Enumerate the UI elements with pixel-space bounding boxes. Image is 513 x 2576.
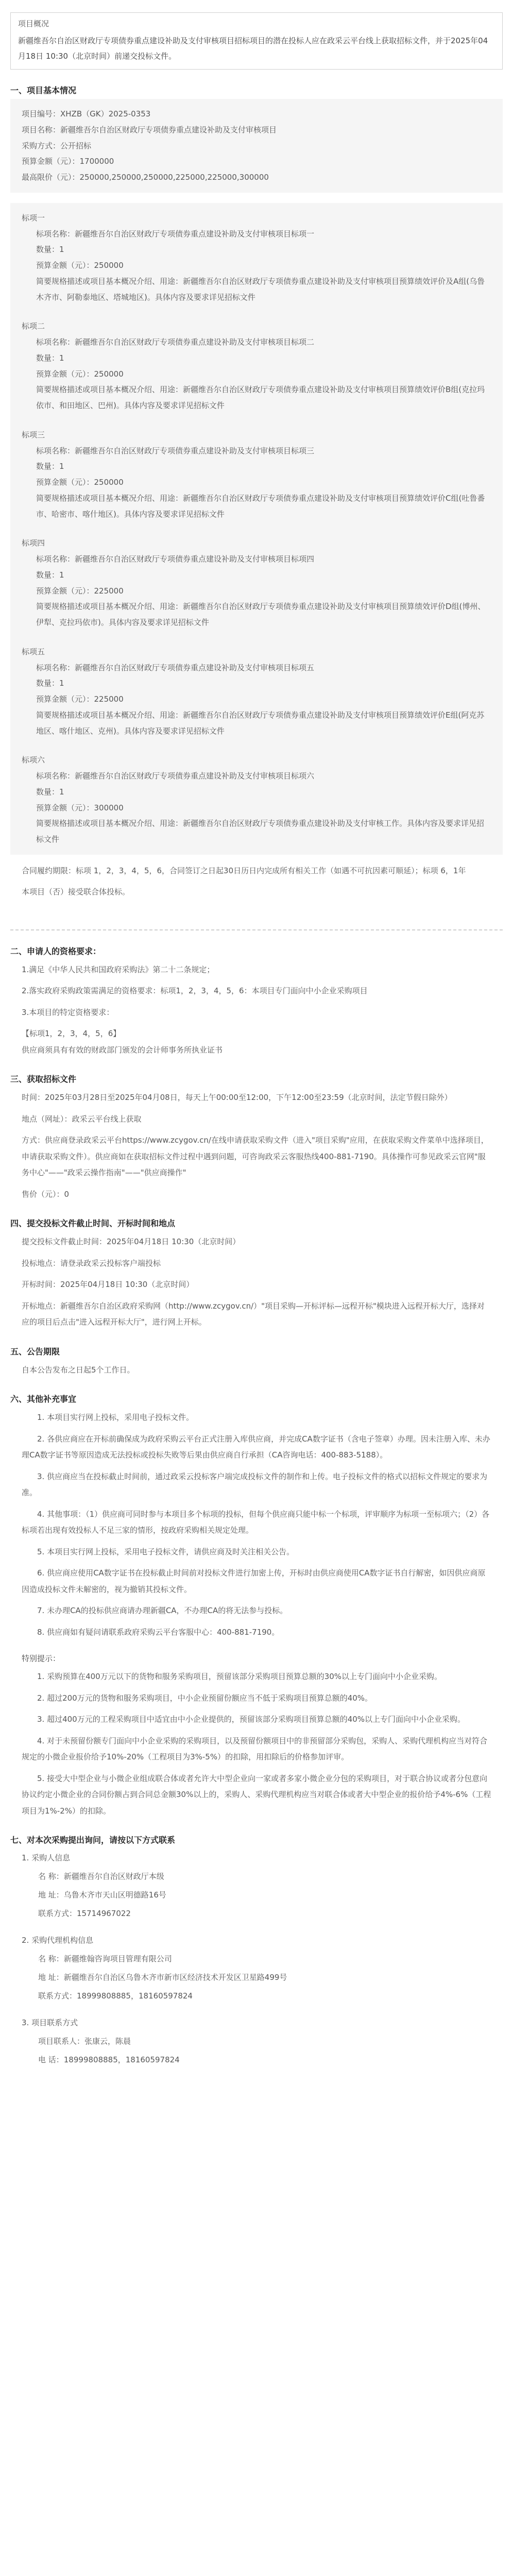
section-obtain-heading: 三、获取招标文件	[10, 1074, 77, 1084]
other-item: 2. 各供应商应在开标前确保成为政府采购云平台正式注册入库供应商，并完成CA数字证书（含电子签章）办理。因未注册入库、未办理CA数字证书等原因造成无法投标或投标失败等后果由供应商自行承担（CA咨询电话：400-883-5188）。	[22, 1434, 490, 1460]
special-requirement: 供应商须具有有效的财政部门颁发的会计师事务所执业证书	[22, 1045, 223, 1055]
other-item: 6. 供应商应使用CA数字证书在投标截止时间前对投标文件进行加密上传，开标时由供应商使用CA数字证书自行解密，如因供应商原因造成投标文件未解密的，视为撤销其投标文件。	[22, 1568, 486, 1594]
budget-amount: 预算金额（元）：1700000	[22, 157, 114, 166]
basic-info-block	[10, 99, 503, 193]
package-line: 数量：1	[36, 679, 64, 688]
obtain-time: 时间：2025年03月28日至2025年04月08日，每天上午00:00至12:00，下午12:00至23:59（北京时间，法定节假日除外）	[22, 1093, 452, 1103]
section-divider	[10, 929, 503, 930]
package-block	[22, 210, 491, 306]
consortium-note: 本项目（否）接受联合体投标。	[22, 887, 130, 897]
package-line: 预算金额（元）：250000	[36, 478, 124, 487]
package-line: 标项名称：新疆维吾尔自治区财政厅专项债券重点建设补助及支付审核项目标项四	[36, 554, 315, 564]
purchaser-address: 地 址：乌鲁木齐市天山区明德路16号	[38, 1890, 166, 1900]
section-other-heading: 六、其他补充事宜	[10, 1394, 77, 1404]
package-block	[22, 427, 491, 522]
agency-label: 2. 采购代理机构信息	[22, 1936, 94, 1945]
package-line: 简要规格描述或项目基本概况介绍、用途：新疆维吾尔自治区财政厅专项债券重点建设补助及支付审核项目预算绩效评价B组(克拉玛依市、和田地区、巴州)。具体内容及要求详见招标文件	[36, 385, 485, 410]
packages-block	[10, 203, 503, 855]
qualification-list	[10, 962, 503, 1059]
notice-item: 1. 采购预算在400万元以下的货物和服务采购项目，预留该部分采购项目预算总额的30%以上专门面向中小企业采购。	[37, 1672, 442, 1682]
package-line: 标项名称：新疆维吾尔自治区财政厅专项债券重点建设补助及支付审核项目标项六	[36, 771, 315, 781]
overview-box	[10, 12, 503, 70]
purchaser-phone: 联系方式：15714967022	[38, 1909, 131, 1919]
package-name: 标项一	[22, 213, 45, 223]
package-line: 简要规格描述或项目基本概况介绍、用途：新疆维吾尔自治区财政厅专项债券重点建设补助及支付审核项目预算绩效评价E组(阿克苏地区、喀什地区、克州)。具体内容及要求详见招标文件	[36, 710, 485, 736]
other-item: 1. 本项目实行网上投标，采用电子投标文件。	[37, 1413, 194, 1422]
obtain-price: 售价（元）：0	[22, 1189, 70, 1199]
project-number: 项目编号：XHZB（GK）2025-0353	[22, 109, 151, 118]
max-price: 最高限价（元）：250000,250000,250000,225000,225000,300000	[22, 173, 269, 182]
qualification-item: 3.本项目的特定资格要求：	[22, 1007, 114, 1017]
package-line: 数量：1	[36, 570, 64, 580]
special-package-label: 【标项1，2，3，4，5，6】	[22, 1029, 121, 1039]
project-contact-label: 3. 项目联系方式	[22, 2018, 78, 2028]
obtain-method: 方式：供应商登录政采云平台https://www.zcygov.cn/在线申请获取采购文件（进入"项目采购"应用，在获取采购文件菜单中选择项目，申请获取采购文件）。供应商如在获取招标文件过程中遇到问题，可咨询政采云客服热线400-881-7190。具体操作可参见政采云官网"服务中心"——"政采云操作指南"——"供应商操作"	[22, 1136, 489, 1178]
package-line: 标项名称：新疆维吾尔自治区财政厅专项债券重点建设补助及支付审核项目标项二	[36, 337, 315, 347]
package-line: 预算金额（元）：250000	[36, 261, 124, 270]
project-contact-phone: 电 话：18999808885，18160597824	[38, 2055, 180, 2065]
package-name: 标项四	[22, 538, 45, 548]
section-contact-heading: 七、对本次采购提出询问，请按以下方式联系	[10, 1835, 176, 1845]
other-items	[10, 1410, 503, 1640]
other-item: 3. 供应商应当在投标截止时间前，通过政采云投标客户端完成投标文件的制作和上传。电子投标文件的格式以招标文件规定的要求为准。	[22, 1471, 488, 1498]
package-line: 标项名称：新疆维吾尔自治区财政厅专项债券重点建设补助及支付审核项目标项一	[36, 229, 315, 239]
section-deadline-heading: 四、提交投标文件截止时间、开标时间和地点	[10, 1218, 176, 1229]
submission-place: 投标地点：请登录政采云投标客户端投标	[22, 1258, 161, 1268]
other-item: 7. 未办理CA的投标供应商请办理新疆CA，不办理CA的将无法参与投标。	[37, 1606, 288, 1616]
package-name: 标项二	[22, 321, 45, 331]
submission-deadline: 提交投标文件截止时间：2025年04月18日 10:30（北京时间）	[22, 1237, 241, 1247]
contact-info	[10, 1849, 503, 2069]
package-line: 预算金额（元）：300000	[36, 803, 124, 812]
overview-title: 项目概况	[18, 19, 49, 28]
package-name: 标项五	[22, 647, 45, 656]
package-line: 预算金额（元）：250000	[36, 369, 124, 379]
overview-text: 新疆维吾尔自治区财政厅专项债券重点建设补助及支付审核项目招标项目的潜在投标人应在政采云平台线上获取招标文件，并于2025年04月18日 10:30（北京时间）前递交投标文件。	[18, 36, 488, 61]
other-item: 5. 本项目实行网上投标，采用电子投标文件，请供应商及时关注相关公告。	[37, 1547, 295, 1556]
package-name: 标项三	[22, 430, 45, 439]
package-line: 预算金额（元）：225000	[36, 586, 124, 596]
notice-item: 3. 超过400万元的工程采购项目中适宜由中小企业提供的，预留该部分采购项目预算总额的40%以上专门面向中小企业采购。	[37, 1715, 466, 1724]
special-notice-title: 特别提示：	[22, 1654, 61, 1664]
package-line: 标项名称：新疆维吾尔自治区财政厅专项债券重点建设补助及支付审核项目标项三	[36, 446, 315, 455]
project-contact-person: 项目联系人：张康云，陈晨	[38, 2037, 131, 2046]
package-block	[22, 644, 491, 739]
qualification-item: 1.满足《中华人民共和国政府采购法》第二十二条规定；	[22, 964, 215, 974]
deadline-info	[10, 1234, 503, 1331]
package-line: 数量：1	[36, 787, 64, 796]
announcement-page	[10, 0, 503, 2090]
package-line: 预算金额（元）：225000	[36, 694, 124, 704]
purchaser-name: 名 称：新疆维吾尔自治区财政厅本级	[38, 1872, 164, 1882]
notice-period	[10, 1362, 503, 1379]
section-qualification-heading: 二、申请人的资格要求：	[10, 946, 101, 956]
purchaser-label: 1. 采购人信息	[22, 1853, 71, 1863]
other-item: 4. 其他事项：（1）供应商可同时参与本项目多个标项的投标，但每个供应商只能中标一个标项，评审顺序为标项一至标项六；（2）各标项若出现有效投标人不足三家的情形，按政府采购相关规定处理。	[22, 1509, 490, 1535]
package-line: 简要规格描述或项目基本概况介绍、用途：新疆维吾尔自治区财政厅专项债券重点建设补助及支付审核项目预算绩效评价及A组(乌鲁木齐市、阿勒泰地区、塔城地区)。具体内容及要求详见招标文件	[36, 276, 485, 302]
project-name: 项目名称：新疆维吾尔自治区财政厅专项债券重点建设补助及支付审核项目	[22, 125, 277, 134]
qualification-item: 2.落实政府采购政策需满足的资格要求：标项1，2，3，4，5，6：本项目专门面向中小企业采购项目	[22, 986, 368, 996]
package-line: 简要规格描述或项目基本概况介绍、用途：新疆维吾尔自治区财政厅专项债券重点建设补助及支付审核项目预算绩效评价C组(吐鲁番市、哈密市、喀什地区)。具体内容及要求详见招标文件	[36, 493, 485, 519]
opening-time: 开标时间：2025年04月18日 10:30（北京时间）	[22, 1280, 194, 1290]
procurement-method: 采购方式：公开招标	[22, 141, 92, 150]
package-block	[22, 318, 491, 414]
package-line: 数量：1	[36, 462, 64, 471]
package-line: 数量：1	[36, 245, 64, 255]
package-line: 简要规格描述或项目基本概况介绍、用途：新疆维吾尔自治区财政厅专项债券重点建设补助及支付审核项目预算绩效评价D组(博州、伊犁、克拉玛依市)。具体内容及要求详见招标文件	[36, 602, 486, 627]
package-line: 数量：1	[36, 353, 64, 363]
agency-name: 名 称：新疆维翰咨询项目管理有限公司	[38, 1954, 172, 1964]
special-notice	[10, 1653, 503, 1819]
package-line: 简要规格描述或项目基本概况介绍、用途：新疆维吾尔自治区财政厅专项债券重点建设补助及支付审核工作。具体内容及要求详见招标文件	[36, 819, 485, 844]
notice-item: 4. 对于未预留份额专门面向中小企业采购的采购项目，以及预留份额项目中的非预留部分采购包，采购人、采购代理机构应当对符合规定的小微企业报价给予10%-20%（工程项目为3%-5%）的扣除，用扣除后的价格参加评审。	[22, 1736, 488, 1762]
obtain-info	[10, 1090, 503, 1202]
notice-item: 5. 接受大中型企业与小微企业组成联合体或者允许大中型企业向一家或者多家小微企业分包的采购项目，对于联合协议或者分包意向协议约定小微企业的合同份额占到合同总金额30%以上的，采购人、采购代理机构应当对联合体或者大中型企业的报价给予4%-6%（工程项目为1%-2%）的扣除。	[22, 1773, 491, 1816]
package-line: 标项名称：新疆维吾尔自治区财政厅专项债券重点建设补助及支付审核项目标项五	[36, 663, 315, 672]
package-block	[22, 752, 491, 848]
package-block	[22, 535, 491, 631]
notice-period-text: 自本公告发布之日起5个工作日。	[22, 1365, 135, 1375]
package-name: 标项六	[22, 755, 45, 765]
section-basic-heading: 一、项目基本情况	[10, 86, 77, 95]
agency-address: 地 址：新疆维吾尔自治区乌鲁木齐市新市区经济技术开发区卫星路499号	[38, 1973, 287, 1982]
section-notice-period-heading: 五、公告期限	[10, 1346, 60, 1357]
opening-place: 开标地点：新疆维吾尔自治区政府采购网（http://www.zcygov.cn/）"项目采购—开标评标—远程开标"模块进入远程开标大厅，选择对应的项目后点击"进入远程开标大厅"，进行网上开标。	[22, 1301, 485, 1327]
notice-item: 2. 超过200万元的货物和服务采购项目，中小企业预留份额应当不低于采购项目预算总额的40%。	[37, 1693, 373, 1703]
other-item: 8. 供应商如有疑问请联系政府采购云平台客服中心：400-881-7190。	[37, 1627, 280, 1637]
contract-info	[10, 855, 503, 909]
agency-phone: 联系方式：18999808885，18160597824	[38, 1991, 193, 2001]
obtain-place: 地点（网址）：政采云平台线上获取	[22, 1114, 142, 1124]
special-notice-list	[22, 1669, 491, 1819]
contract-term: 合同履约期限：标项 1，2，3，4，5，6，合同签订之日起30日历日内完成所有相关工作（如遇不可抗因素可顺延）；标项 6，1年	[22, 866, 466, 875]
